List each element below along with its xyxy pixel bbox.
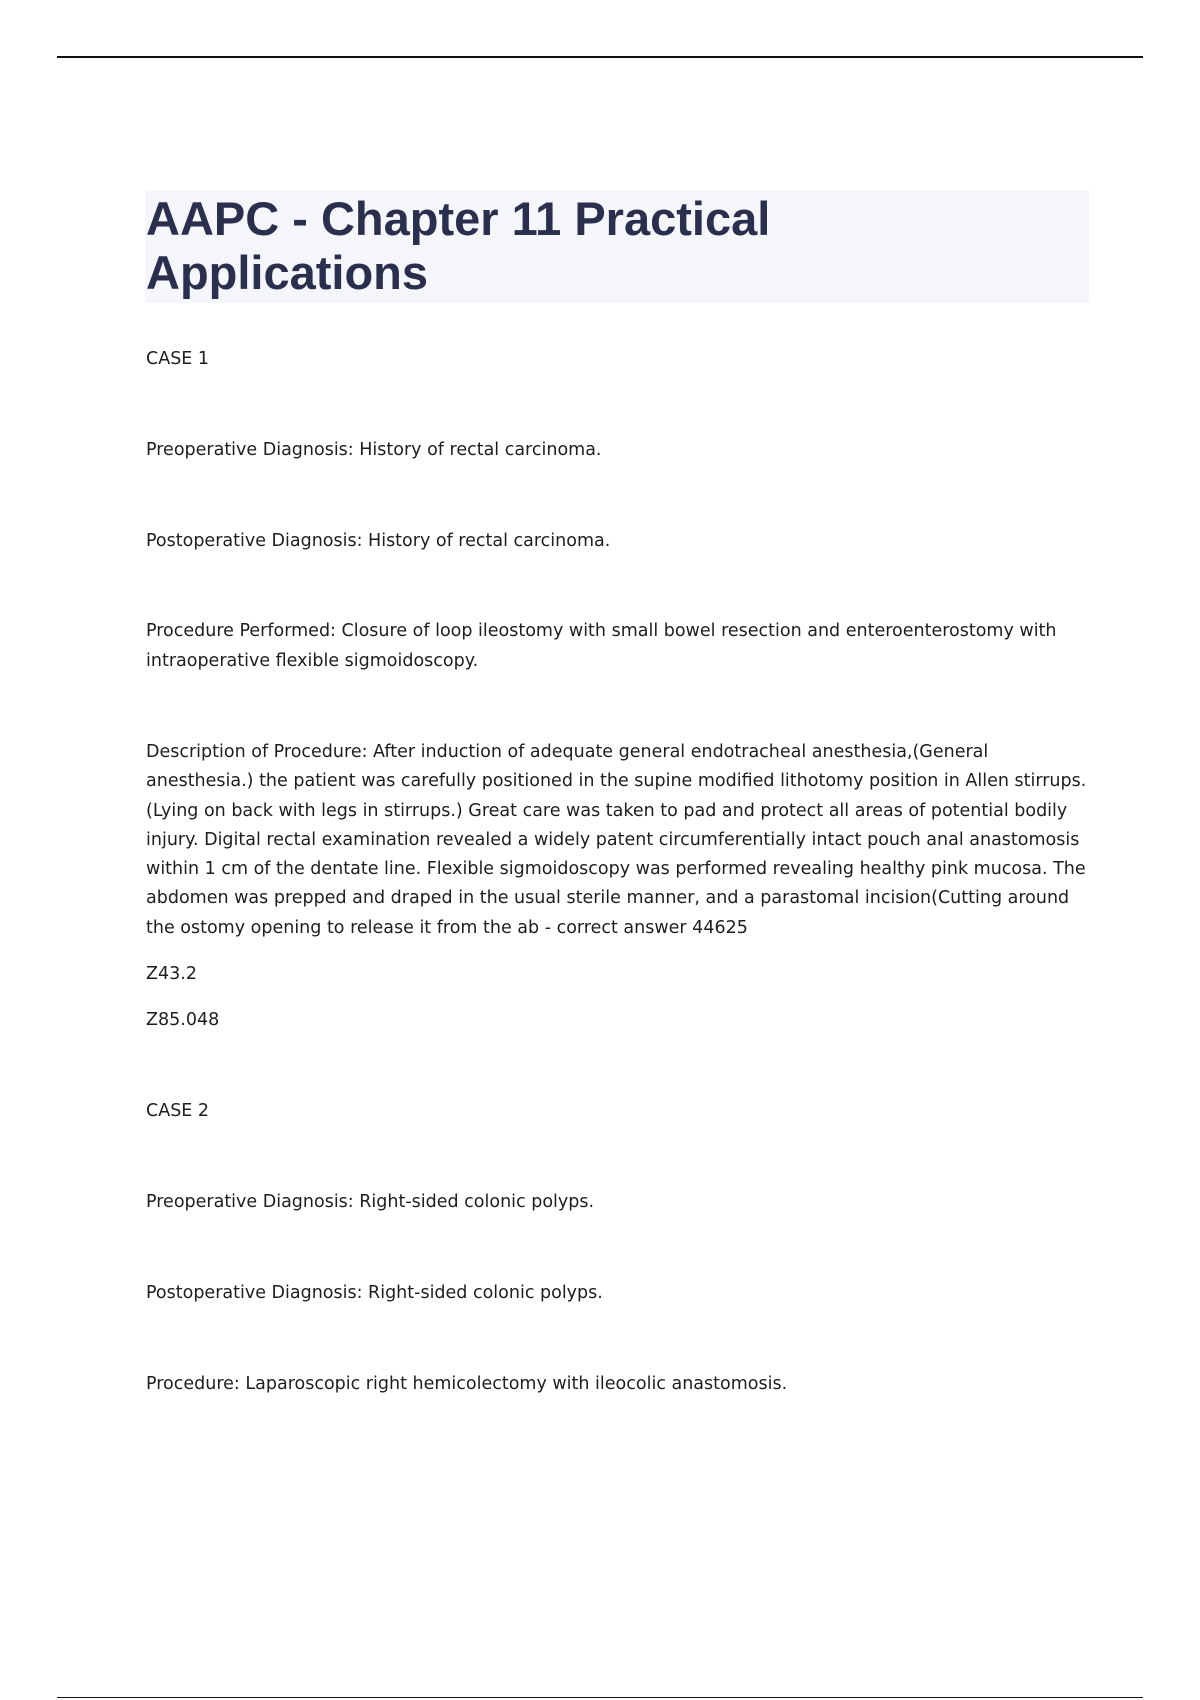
case-1-preoperative-diagnosis: Preoperative Diagnosis: History of rectal carcinoma. [146,440,602,460]
case-1-postoperative-diagnosis: Postoperative Diagnosis: History of rectal carcinoma. [146,531,611,551]
case-2-procedure: Procedure: Laparoscopic right hemicolectomy with ileocolic anastomosis. [146,1374,788,1394]
case-2-preoperative-diagnosis: Preoperative Diagnosis: Right-sided colonic polyps. [146,1192,595,1212]
case-2-postoperative-diagnosis: Postoperative Diagnosis: Right-sided colonic polyps. [146,1283,603,1303]
case-1-code-1: Z43.2 [146,964,197,984]
case-1-description: Description of Procedure: After induction of adequate general endotracheal anesthesia,(General anesthesia.) the patient was carefully positioned in the supine modified lithotomy position in Allen stirrups.(Lying on back with legs in stirrups.) Great care was taken to pad and protect all areas of potential bodily injury. Digital rectal examination revealed a widely patent circumferentially intact pouch anal anastomosis within 1 cm of the dentate line. Flexible sigmoidoscopy was performed revealing healthy pink mucosa. The abdomen was prepped and draped in the usual sterile manner, and a parastomal incision(Cutting around the ostomy opening to release it from the ab - correct answer 44625 [146,742,1087,938]
case-1-code-2: Z85.048 [146,1010,220,1030]
bottom-rule [57,1697,1143,1698]
case-1-procedure-performed: Procedure Performed: Closure of loop ileostomy with small bowel resection and enteroenterostomy with intraoperative flexible sigmoidoscopy. [146,621,1057,671]
case-2-heading: CASE 2 [146,1101,210,1121]
top-rule [57,56,1143,58]
document-title: AAPC - Chapter 11 Practical Applications [146,192,771,299]
case-1-heading: CASE 1 [146,349,210,369]
